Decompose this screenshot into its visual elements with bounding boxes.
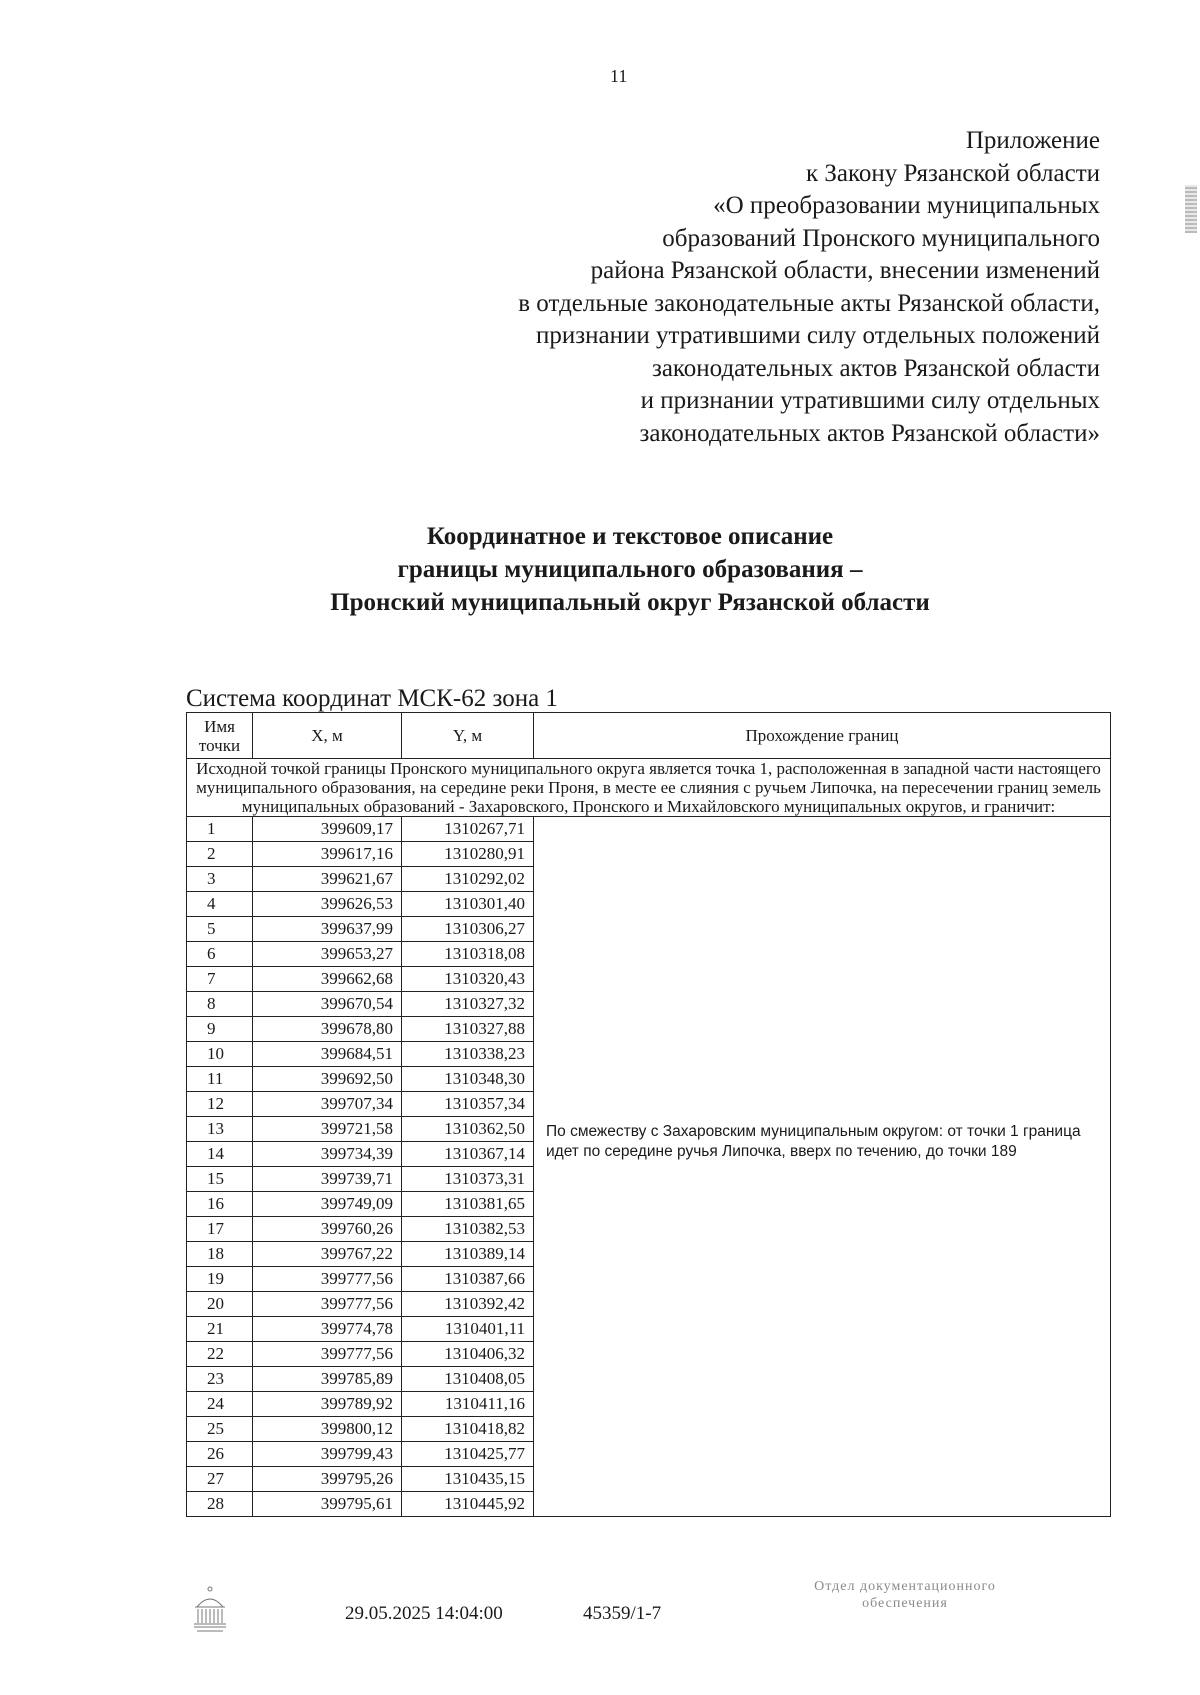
x-value-cell: 399678,80 <box>253 1017 402 1042</box>
appendix-line: признании утратившими силу отдельных положений <box>535 322 1100 349</box>
intro-text: Исходной точкой границы Пронского муниципального округа является точка 1, расположенная в западной части настоящего муниципального образования, на середине реки Проня, в месте ее слияния с ручьем Липочка, на пересечении границ земель муниципальных образований - Захаровского, Пронского и Михайловского муниципальных округов, и граничит: <box>187 759 1111 817</box>
y-value-cell: 1310301,40 <box>402 892 534 917</box>
y-value-cell: 1310418,82 <box>402 1417 534 1442</box>
y-value-cell: 1310411,16 <box>402 1392 534 1417</box>
x-value-cell: 399721,58 <box>253 1117 402 1142</box>
x-value-cell: 399799,43 <box>253 1442 402 1467</box>
y-value-cell: 1310292,02 <box>402 867 534 892</box>
appendix-line: «О преобразовании муниципальных <box>713 192 1100 219</box>
y-value-cell: 1310373,31 <box>402 1167 534 1192</box>
x-value-cell: 399760,26 <box>253 1217 402 1242</box>
point-name-cell: 25 <box>187 1417 253 1442</box>
table-header-row <box>187 713 1111 759</box>
point-name-cell: 28 <box>187 1492 253 1517</box>
appendix-line: образований Пронского муниципального <box>662 224 1100 252</box>
point-name-cell: 18 <box>187 1242 253 1267</box>
x-value-cell: 399684,51 <box>253 1042 402 1067</box>
coordinates-table <box>186 712 1111 1517</box>
y-value-cell: 1310406,32 <box>402 1342 534 1367</box>
point-name-cell: 2 <box>187 842 253 867</box>
y-value-cell: 1310338,23 <box>402 1042 534 1067</box>
y-value-cell: 1310389,14 <box>402 1242 534 1267</box>
header-point-name: Имя точки <box>187 713 253 759</box>
y-value-cell: 1310327,32 <box>402 992 534 1017</box>
y-value-cell: 1310435,15 <box>402 1467 534 1492</box>
point-name-cell: 26 <box>187 1442 253 1467</box>
point-name-cell: 5 <box>187 917 253 942</box>
y-value-cell: 1310381,65 <box>402 1192 534 1217</box>
appendix-header <box>518 125 1100 450</box>
title-line: Пронский муниципальный округ Рязанской области <box>330 589 930 616</box>
point-name-cell: 24 <box>187 1392 253 1417</box>
page-number: 11 <box>610 66 628 86</box>
x-value-cell: 399774,78 <box>253 1317 402 1342</box>
scan-edge-mark <box>1185 185 1197 233</box>
point-name-cell: 9 <box>187 1017 253 1042</box>
point-name-cell: 23 <box>187 1367 253 1392</box>
document-title <box>200 520 1060 619</box>
point-name-cell: 20 <box>187 1292 253 1317</box>
x-value-cell: 399662,68 <box>253 967 402 992</box>
x-value-cell: 399777,56 <box>253 1342 402 1367</box>
appendix-line: Приложение <box>965 127 1100 154</box>
point-name-cell: 1 <box>187 817 253 842</box>
y-value-cell: 1310445,92 <box>402 1492 534 1517</box>
x-value-cell: 399626,53 <box>253 892 402 917</box>
point-name-cell: 7 <box>187 967 253 992</box>
point-name-cell: 16 <box>187 1192 253 1217</box>
header-boundary: Прохождение границ <box>534 713 1111 759</box>
point-name-cell: 3 <box>187 867 253 892</box>
y-value-cell: 1310387,66 <box>402 1267 534 1292</box>
duma-building-logo-icon <box>191 1585 229 1635</box>
x-value-cell: 399789,92 <box>253 1392 402 1417</box>
header-x: X, м <box>253 713 402 759</box>
y-value-cell: 1310367,14 <box>402 1142 534 1167</box>
x-value-cell: 399707,34 <box>253 1092 402 1117</box>
y-value-cell: 1310318,08 <box>402 942 534 967</box>
y-value-cell: 1310362,50 <box>402 1117 534 1142</box>
y-value-cell: 1310327,88 <box>402 1017 534 1042</box>
x-value-cell: 399617,16 <box>253 842 402 867</box>
x-value-cell: 399777,56 <box>253 1267 402 1292</box>
y-value-cell: 1310382,53 <box>402 1217 534 1242</box>
header-y: Y, м <box>402 713 534 759</box>
x-value-cell: 399739,71 <box>253 1167 402 1192</box>
intro-row <box>187 759 1111 817</box>
x-value-cell: 399800,12 <box>253 1417 402 1442</box>
stamp-line: Отдел документационного <box>814 1579 996 1594</box>
y-value-cell: 1310267,71 <box>402 817 534 842</box>
stamp-line: обеспечения <box>862 1596 948 1611</box>
appendix-line: в отдельные законодательные акты Рязанской области, <box>518 289 1100 317</box>
point-name-cell: 12 <box>187 1092 253 1117</box>
x-value-cell: 399795,61 <box>253 1492 402 1517</box>
department-stamp <box>760 1578 1050 1612</box>
point-name-cell: 17 <box>187 1217 253 1242</box>
x-value-cell: 399637,99 <box>253 917 402 942</box>
y-value-cell: 1310425,77 <box>402 1442 534 1467</box>
appendix-line: и признании утратившими силу отдельных <box>640 387 1100 414</box>
point-name-cell: 14 <box>187 1142 253 1167</box>
x-value-cell: 399795,26 <box>253 1467 402 1492</box>
x-value-cell: 399767,22 <box>253 1242 402 1267</box>
y-value-cell: 1310320,43 <box>402 967 534 992</box>
appendix-line: к Закону Рязанской области <box>806 159 1100 187</box>
point-name-cell: 15 <box>187 1167 253 1192</box>
y-value-cell: 1310348,30 <box>402 1067 534 1092</box>
point-name-cell: 8 <box>187 992 253 1017</box>
point-name-cell: 21 <box>187 1317 253 1342</box>
x-value-cell: 399734,39 <box>253 1142 402 1167</box>
point-name-cell: 11 <box>187 1067 253 1092</box>
appendix-line: района Рязанской области, внесении изменений <box>590 257 1100 284</box>
point-name-cell: 13 <box>187 1117 253 1142</box>
x-value-cell: 399749,09 <box>253 1192 402 1217</box>
point-name-cell: 6 <box>187 942 253 967</box>
point-name-cell: 27 <box>187 1467 253 1492</box>
point-name-cell: 22 <box>187 1342 253 1367</box>
x-value-cell: 399621,67 <box>253 867 402 892</box>
y-value-cell: 1310401,11 <box>402 1317 534 1342</box>
appendix-line: законодательных актов Рязанской области» <box>639 419 1100 447</box>
y-value-cell: 1310280,91 <box>402 842 534 867</box>
footer-reg-number: 45359/1-7 <box>583 1603 662 1624</box>
footer-datetime: 29.05.2025 14:04:00 <box>345 1603 503 1624</box>
y-value-cell: 1310306,27 <box>402 917 534 942</box>
x-value-cell: 399609,17 <box>253 817 402 842</box>
title-line: границы муниципального образования – <box>397 556 863 583</box>
appendix-line: законодательных актов Рязанской области <box>651 354 1100 382</box>
table-row <box>187 817 1111 842</box>
y-value-cell: 1310357,34 <box>402 1092 534 1117</box>
point-name-cell: 10 <box>187 1042 253 1067</box>
point-name-cell: 4 <box>187 892 253 917</box>
y-value-cell: 1310392,42 <box>402 1292 534 1317</box>
y-value-cell: 1310408,05 <box>402 1367 534 1392</box>
title-line: Координатное и текстовое описание <box>426 523 834 550</box>
x-value-cell: 399785,89 <box>253 1367 402 1392</box>
point-name-cell: 19 <box>187 1267 253 1292</box>
x-value-cell: 399692,50 <box>253 1067 402 1092</box>
x-value-cell: 399653,27 <box>253 942 402 967</box>
x-value-cell: 399670,54 <box>253 992 402 1017</box>
x-value-cell: 399777,56 <box>253 1292 402 1317</box>
boundary-description: По смежеству с Захаровским муниципальным округом: от точки 1 граница идет по середине ручья Липочка, вверх по течению, до точки 189 <box>534 817 1111 1517</box>
coordinate-system-label: Система координат МСК-62 зона 1 <box>186 685 558 712</box>
